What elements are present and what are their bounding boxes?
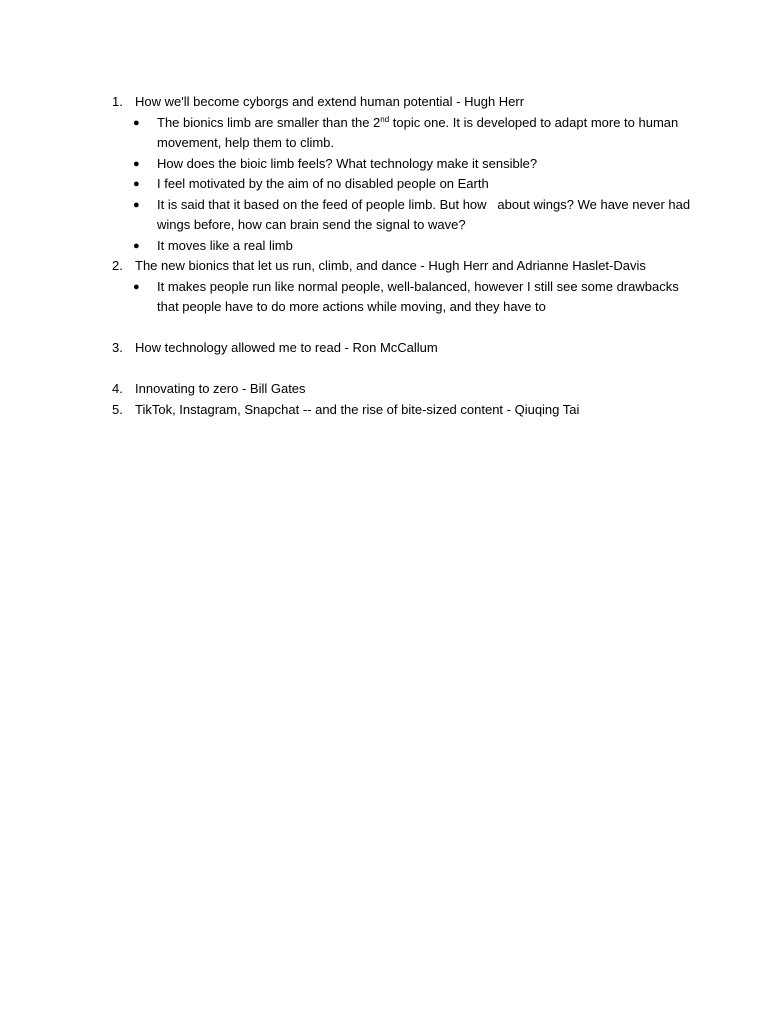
list-number: 1. xyxy=(112,94,123,109)
blank-line xyxy=(112,359,692,380)
bullet-item xyxy=(112,277,692,318)
bullet-list-1 xyxy=(112,113,692,257)
list-item-title: How we'll become cyborgs and extend human potential - Hugh Herr xyxy=(135,94,525,109)
list-item-title: Innovating to zero - Bill Gates xyxy=(135,381,306,396)
list-item-2 xyxy=(112,256,692,277)
list-number: 2. xyxy=(112,258,123,273)
bullet-text: I feel motivated by the aim of no disabled people on Earth xyxy=(157,176,489,191)
numbered-list xyxy=(112,92,692,420)
list-item-title: How technology allowed me to read - Ron McCallum xyxy=(135,340,438,355)
bullet-item xyxy=(112,174,692,195)
bullet-text-part: topic one. It is developed to adapt more to human movement, help them to climb. xyxy=(157,114,679,150)
bullet-icon: ● xyxy=(133,178,140,190)
list-item-title: The new bionics that let us run, climb, and dance - Hugh Herr and Adrianne Haslet-Davis xyxy=(135,258,646,273)
bullet-icon: ● xyxy=(133,157,140,170)
list-number: 4. xyxy=(112,381,123,396)
bullet-icon: ● xyxy=(133,116,140,129)
bullet-list-2 xyxy=(112,277,692,318)
list-number: 5. xyxy=(112,401,123,417)
list-item-4 xyxy=(112,379,692,400)
bullet-icon: ● xyxy=(133,239,140,252)
bullet-icon: ● xyxy=(133,280,140,293)
superscript: nd xyxy=(380,114,390,124)
bullet-text: It moves like a real limb xyxy=(157,237,293,253)
bullet-text: It makes people run like normal people, well-balanced, however I still see some drawbacks that people have to do more actions while moving, and they have to xyxy=(157,278,679,314)
list-item-3 xyxy=(112,338,692,359)
bullet-item xyxy=(112,113,692,154)
bullet-item xyxy=(112,195,692,236)
bullet-item xyxy=(112,154,692,175)
list-item-title: TikTok, Instagram, Snapchat -- and the rise of bite-sized content - Qiuqing Tai xyxy=(135,401,580,417)
list-item-1 xyxy=(112,92,692,113)
list-number: 3. xyxy=(112,340,123,355)
bullet-text: How does the bioic limb feels? What technology make it sensible? xyxy=(157,155,538,171)
bullet-text: It is said that it based on the feed of people limb. But how about wings? We have never had wings before, how can brain send the signal to wave? xyxy=(157,196,694,232)
bullet-icon: ● xyxy=(133,198,140,211)
list-item-5 xyxy=(112,400,692,421)
blank-line xyxy=(112,318,692,339)
bullet-text-part: The bionics limb are smaller than the 2 xyxy=(157,114,381,130)
bullet-item xyxy=(112,236,692,257)
